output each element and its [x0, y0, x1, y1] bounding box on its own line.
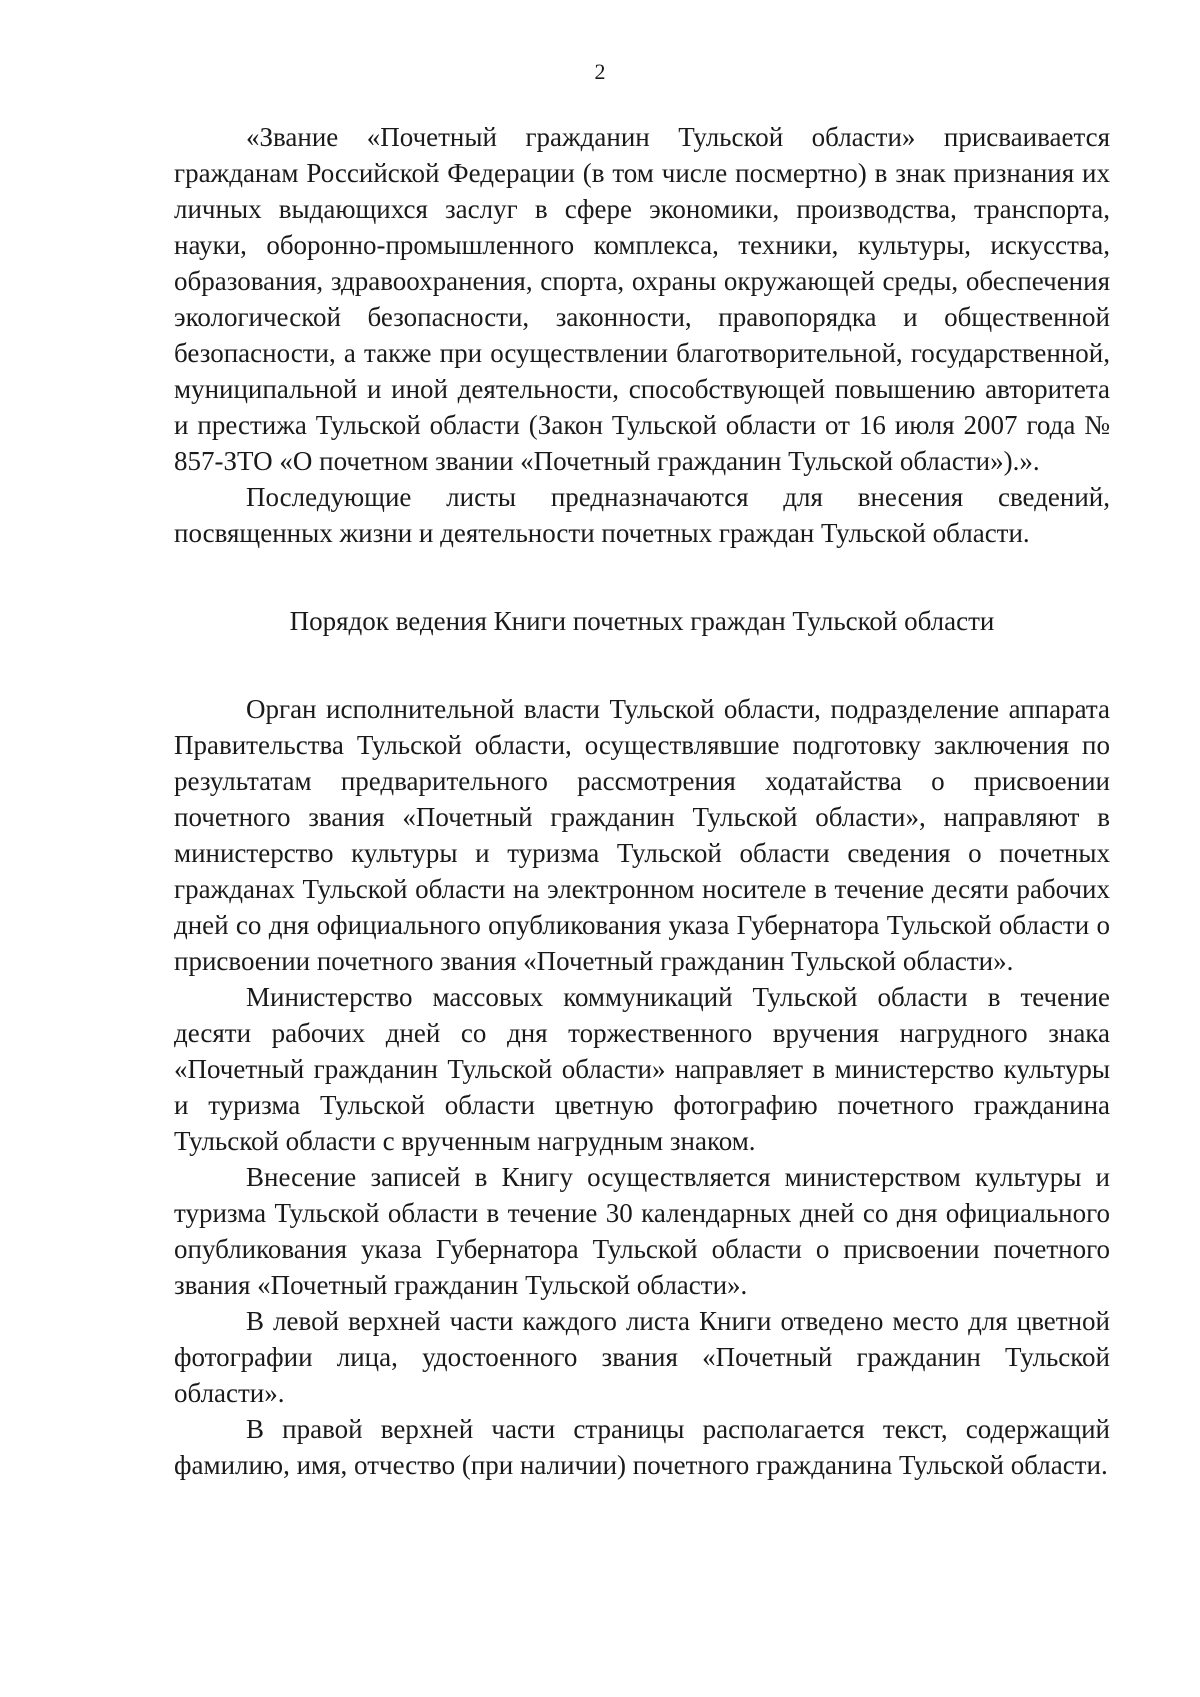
document-body: [174, 119, 1110, 1483]
paragraph-executive-body: Орган исполнительной власти Тульской области, подразделение аппарата Правительства Тульской области, осуществлявшие подготовку заключения по результатам предварительного рассмотрения ходатайства о присвоении почетного звания «Почетный гражданин Тульской области», направляют в министерство культуры и туризма Тульской области сведения о почетных гражданах Тульской области на электронном носителе в течение десяти рабочих дней со дня официального опубликования указа Губернатора Тульской области о присвоении почетного звания «Почетный гражданин Тульской области».: [174, 694, 1110, 976]
paragraph-title-definition: «Звание «Почетный гражданин Тульской области» присваивается гражданам Российской Федерации (в том числе посмертно) в знак признания их личных выдающихся заслуг в сфере экономики, производства, транспорта, науки, оборонно-промышленного комплекса, техники, культуры, искусства, образования, здравоохранения, спорта, охраны окружающей среды, обеспечения экологической безопасности, законности, правопорядка и общественной безопасности, а также при осуществлении благотворительной, государственной, муниципальной и иной деятельности, способствующей повышению авторитета и престижа Тульской области (Закон Тульской области от 16 июля 2007 года № 857-ЗТО «О почетном звании «Почетный гражданин Тульской области»).».: [174, 122, 1110, 476]
paragraph-photo-placement: В левой верхней части каждого листа Книги отведено место для цветной фотографии лица, удостоенного звания «Почетный гражданин Тульской области».: [174, 1306, 1110, 1408]
section-heading: Порядок ведения Книги почетных граждан Тульской области: [289, 606, 995, 636]
paragraph-text-placement: В правой верхней части страницы располагается текст, содержащий фамилию, имя, отчество (при наличии) почетного гражданина Тульской области.: [174, 1414, 1110, 1480]
page-number: 2: [594, 59, 606, 84]
paragraph-entries: Внесение записей в Книгу осуществляется министерством культуры и туризма Тульской области в течение 30 календарных дней со дня официального опубликования указа Губернатора Тульской области о присвоении почетного звания «Почетный гражданин Тульской области».: [174, 1162, 1110, 1300]
paragraph-ministry-communications: Министерство массовых коммуникаций Тульской области в течение десяти рабочих дней со дня торжественного вручения нагрудного знака «Почетный гражданин Тульской области» направляет в министерство культуры и туризма Тульской области цветную фотографию почетного гражданина Тульской области с врученным нагрудным знаком.: [174, 982, 1110, 1156]
paragraph-following-sheets: Последующие листы предназначаются для внесения сведений, посвященных жизни и деятельности почетных граждан Тульской области.: [174, 482, 1110, 548]
